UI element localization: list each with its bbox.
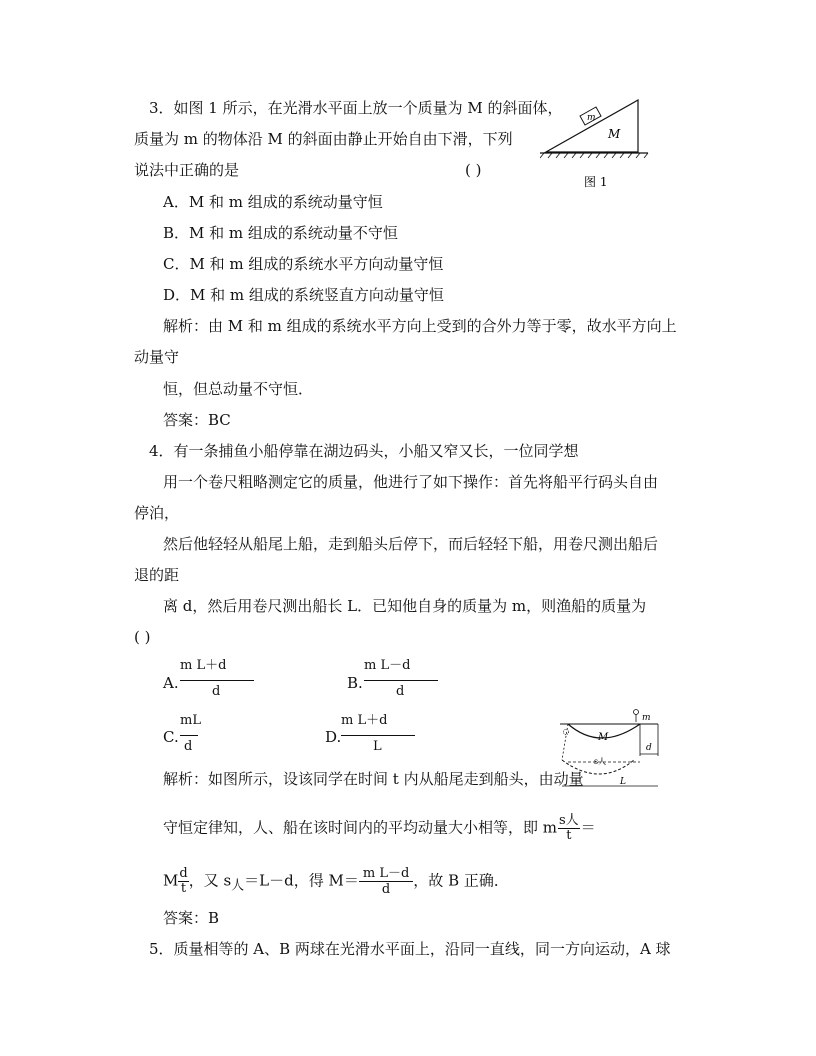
q4-line7: ( ) [134,628,151,646]
person-m-label: m [642,713,651,723]
analysis3-fraction-d-over-t [178,867,188,896]
analysis3-pre: M [163,871,179,890]
q4-line3: 停泊， [134,504,180,522]
fraction-bar [180,680,254,681]
q5-line1: 5．质量相等的 A、B 两球在光滑水平面上，沿同一直线，同一方向运动，A 球 [149,940,671,958]
analysis3-post: ，故 B 正确． [413,871,509,890]
fraction-numerator: s人 [559,813,579,828]
q4-line4: 然后他轻轻从船尾上船，走到船头后停下，而后轻轻下船，用卷尺测出船后 [163,535,659,553]
fraction-denominator: t [566,828,572,843]
q3-answer: 答案：BC [163,411,231,429]
figure-1-caption: 图 1 [584,175,608,189]
fraction-denominator: d [381,882,391,897]
fraction-denominator: d [396,684,405,699]
wedge-shape [546,100,638,152]
q3-analysis-line2: 动量守 [134,348,180,366]
fraction-numerator: m L－d [364,658,411,673]
q3-option-c: C．M 和 m 组成的系统水平方向动量守恒 [163,255,444,273]
q3-option-a: A．M 和 m 组成的系统动量守恒 [163,193,383,211]
q4-option-d-fraction [341,713,416,757]
fraction-denominator: d [184,739,193,754]
q3-answer-paren: ( ) [465,161,482,179]
q4-option-b-label: B. [347,674,363,692]
q3-line2: 质量为 m 的物体沿 M 的斜面由静止开始自由下滑，下列 [134,130,513,148]
d-label: d [646,743,652,753]
fraction-numerator: d [179,866,188,881]
ground-hatch [540,153,648,158]
q4-answer: 答案：B [163,909,220,927]
block-m-label: m [587,113,596,123]
fraction-bar [364,680,438,681]
q3-figure-wedge [540,92,660,192]
fraction-numerator: mL [180,713,201,728]
fraction-numerator: m L＋d [341,713,388,728]
q4-line6: 离 d，然后用卷尺测出船长 L．已知他自身的质量为 m，则渔船的质量为 [163,597,647,615]
analysis3-mid2: ＝L－d，得 M＝ [244,871,359,890]
q4-analysis-line2 [163,814,596,843]
q4-analysis-line3 [163,866,509,897]
q3-line1: 3．如图 1 所示，在光滑水平面上放一个质量为 M 的斜面体， [149,99,563,117]
q3-analysis-line1: 解析：由 M 和 m 组成的系统水平方向上受到的合外力等于零，故水平方向上 [163,317,677,335]
analysis2-post: ＝ [580,818,596,837]
analysis3-subscript: 人 [231,878,245,894]
fraction-denominator: d [212,684,221,699]
wedge-M-label: M [608,127,621,141]
analysis2-pre: 守恒定律知，人、船在该时间内的平均动量大小相等，即 m [163,818,557,837]
q3-line3: 说法中正确的是 [134,161,240,179]
q4-line1: 4．有一条捕鱼小船停靠在湖边码头，小船又窄又长，一位同学想 [149,442,579,460]
q4-line2: 用一个卷尺粗略测定它的质量，他进行了如下操作：首先将船平行码头自由 [163,473,659,491]
fraction-denominator: t [180,881,187,896]
q4-option-d-label: D. [325,728,342,746]
analysis3-fraction-result [359,866,413,897]
q3-option-d: D．M 和 m 组成的系统竖直方向动量守恒 [163,286,444,304]
q4-analysis-line1: 解析：如图所示，设该同学在时间 t 内从船尾走到船头，由动量 [163,770,584,788]
L-label: L [620,777,626,787]
q4-option-a-label: A. [163,674,179,692]
boat-M-label: M [598,732,609,743]
fraction-denominator: L [373,739,382,754]
q4-line5: 退的距 [134,566,180,584]
q4-option-a-fraction [180,658,255,702]
analysis2-fraction [558,814,580,843]
s-label: s人 [594,757,607,766]
analysis3-mid: ，又 s [188,871,232,890]
q3-option-b: B．M 和 m 组成的系统动量不守恒 [163,224,398,242]
person-icon [634,710,639,715]
q4-option-b-fraction [364,658,439,702]
q4-option-c-label: C. [163,728,179,746]
q3-analysis-line3: 恒，但总动量不守恒． [163,380,314,398]
fraction-numerator: m L＋d [180,658,227,673]
fraction-numerator: m L－d [359,866,413,882]
fraction-bar [341,735,415,736]
q4-option-c-fraction [180,713,204,757]
fraction-bar [180,735,198,736]
